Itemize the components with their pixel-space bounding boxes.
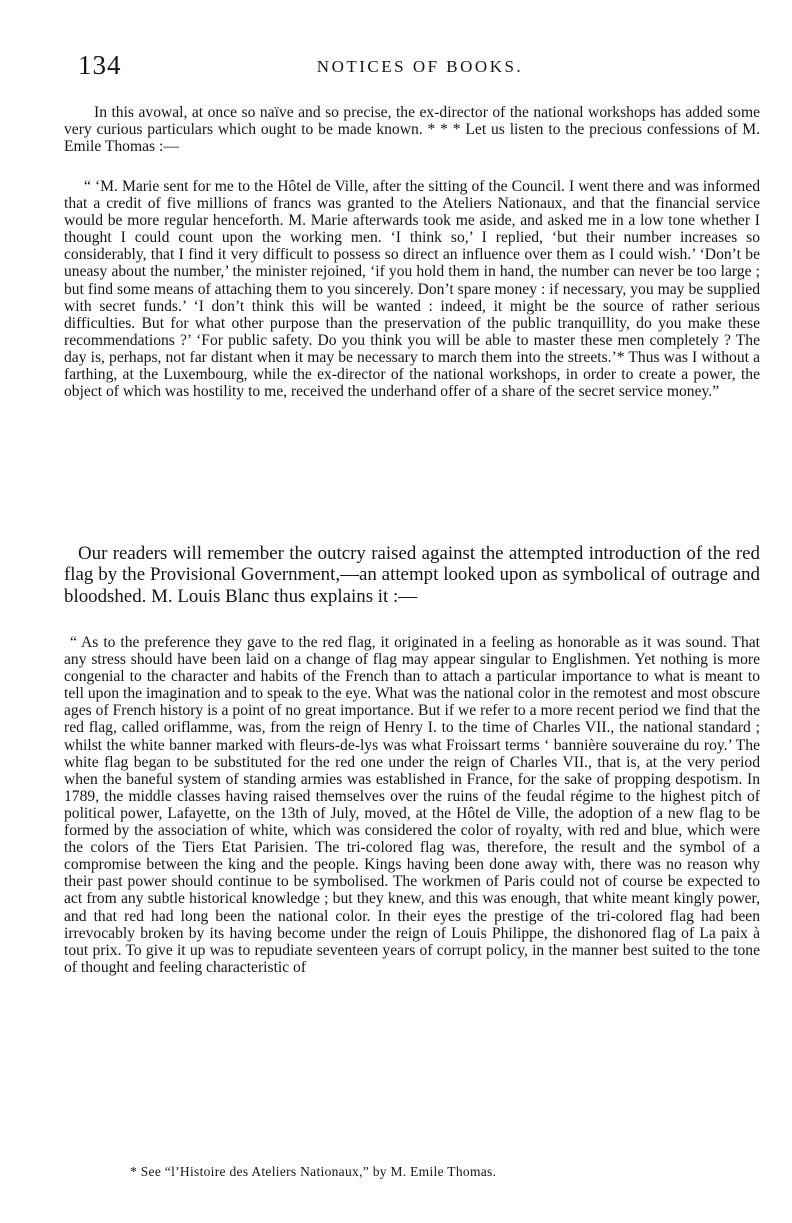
page-header: [78, 50, 762, 86]
footnote: * See “l’Histoire des Ateliers Nationaux,” by M. Emile Thomas.: [130, 1164, 497, 1179]
running-head: NOTICES OF BOOKS.: [316, 57, 524, 76]
quotation-louis-blanc: “ As to the preference they gave to the red flag, it originated in a feeling as honorable as it was sound. That any stress should have been laid on a change of flag may appear singular to Englishmen. Yet nothing is more congenial to the character and habits of the French than to attach a particular importance to what is meant to tell upon the imagination and to speak to the eye. What was the national color in the remotest and most obscure ages of French history is a point of no great importance. But if we refer to a more recent period we find that the red flag, called oriflamme, was, from the reign of Henry I. to the time of Charles VII., the national standard ; whilst the white banner marked with fleurs-de-lys was what Froissart terms ‘ bannière souveraine du roy.’ The white flag began to be substituted for the red one under the reign of Charles VII., that is, at the very period when the baneful system of standing armies was established in France, for the sake of propping despotism. In 1789, the middle classes having raised themselves over the ruins of the feudal régime to the highest pitch of political power, Lafayette, on the 13th of July, moved, at the Hôtel de Ville, the adoption of a new flag to be formed by the association of white, which was considered the color of royalty, with red and blue, which were the colors of the Tiers Etat Parisien. The tri-colored flag was, therefore, the result and the symbol of a compromise between the king and the people. Kings having been done away with, there was no reason why their past power should continue to be symbolised. The workmen of Paris could not of course be expected to act from any subtle historical knowledge ; but they knew, and this was enough, that white meant kingly power, and that red had long been the national color. In their eyes the prestige of the tri-colored flag had been irrevocably broken by its having become under the reign of Louis Philippe, the dishonored flag of La paix à tout prix. To give it up was to repudiate seventeen years of corrupt policy, in the manner best suited to the tone of thought and feeling characteristic of: [64, 634, 760, 976]
quotation-emile-thomas: “ ‘M. Marie sent for me to the Hôtel de Ville, after the sitting of the Council. I went there and was informed that a credit of five millions of francs was granted to the Ateliers Nationaux, and that the financial service would be more regular henceforth. M. Marie afterwards took me aside, and asked me in a low tone whether I thought I could count upon the working men. ‘I think so,’ I replied, ‘but their number increases so considerably, that I find it very difficult to possess so direct an influence over them as I could wish.’ ‘Don’t be uneasy about the number,’ the minister rejoined, ‘if you hold them in hand, the number can never be too large ; but find some means of attaching them to you sincerely. Don’t spare money : if necessary, you may be supplied with secret funds.’ ‘I don’t think this will be wanted : indeed, it might be the source of rather serious difficulties. But for what other purpose than the preservation of the public tranquillity, do you make these recommendations ?’ ‘For public safety. Do you think you will be able to master these men completely ? The day is, perhaps, not far distant when it may be necessary to march them into the streets.’* Thus was I without a farthing, at the Luxembourg, while the ex-director of the national workshops, in order to create a power, the object of which was hostility to me, received the underhand offer of a share of the secret service money.”: [64, 178, 760, 401]
page-number: 134: [78, 50, 122, 80]
paragraph-red-flag-intro: Our readers will remember the outcry raised against the attempted introduction of the red flag by the Provisional Government,—an attempt looked upon as symbolical of outrage and bloodshed. M. Louis Blanc thus explains it :—: [64, 543, 760, 607]
paragraph-avowal: In this avowal, at once so naïve and so precise, the ex-director of the national workshops has added some very curious particulars which ought to be made known. * * * Let us listen to the precious confessions of M. Emile Thomas :—: [64, 104, 760, 156]
